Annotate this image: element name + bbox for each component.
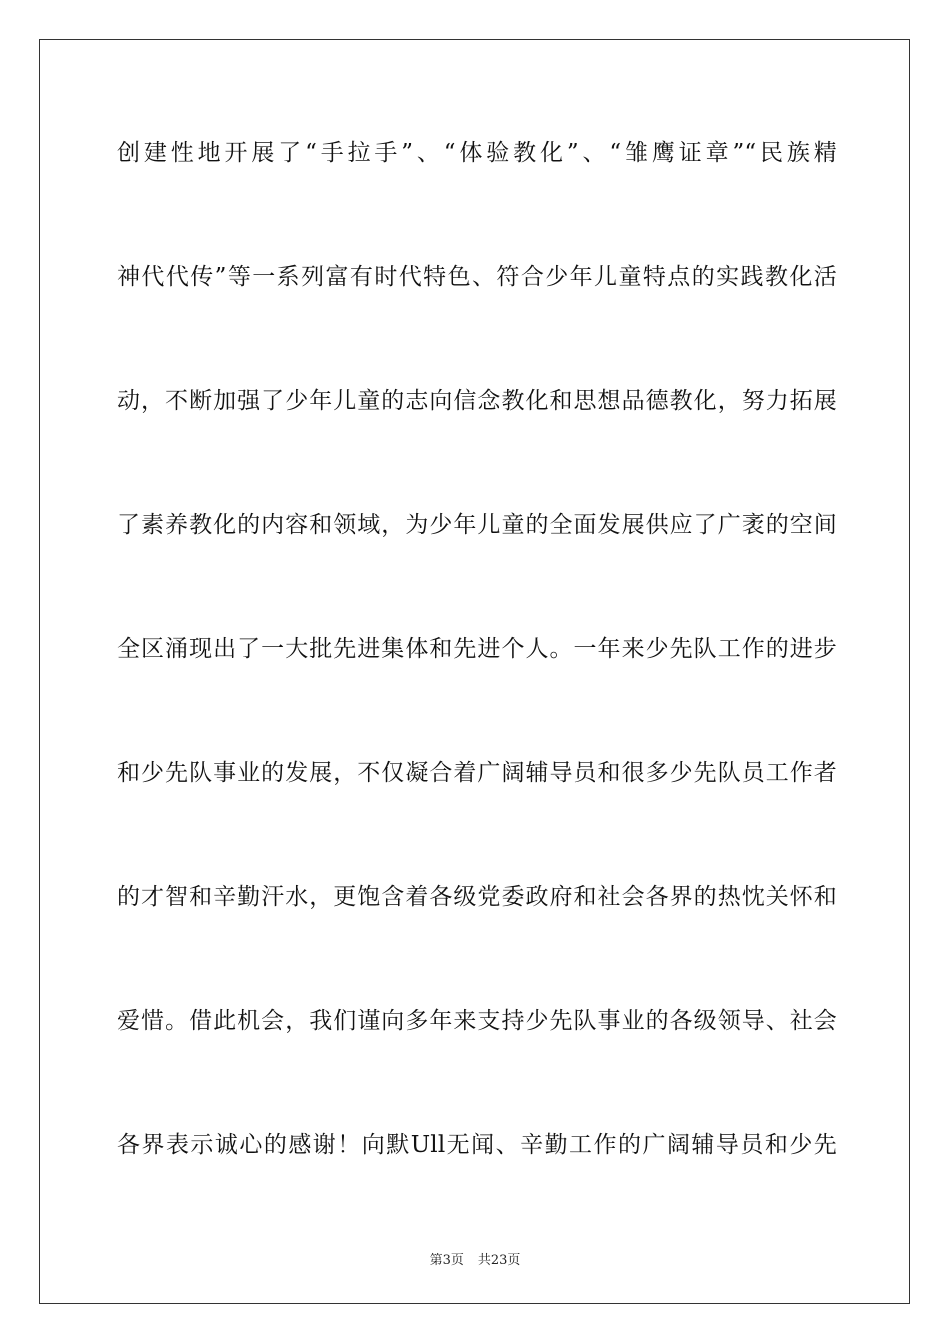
page-footer [0,1249,950,1268]
page-total: 共23页 [477,1253,521,1268]
page-number: 第3页 [429,1253,464,1268]
text-line-7: 的才智和辛勤汗水，更饱含着各级党委政府和社会各界的热忱关怀和 [117,884,837,910]
document-body [117,128,837,1244]
text-line-6: 和少先队事业的发展，不仅凝合着广阔辅导员和很多少先队员工作者 [117,760,837,786]
text-line-9: 各界表示诚心的感谢！向默Ull无闻、辛勤工作的广阔辅导员和少先 [117,1132,837,1158]
text-line-3: 动，不断加强了少年儿童的志向信念教化和思想品德教化，努力拓展 [117,388,837,414]
text-line-1: 创建性地开展了“手拉手”、“体验教化”、“雏鹰证章”“民族精 [117,140,837,166]
text-line-4: 了素养教化的内容和领域，为少年儿童的全面发展供应了广袤的空间 [117,512,837,538]
text-line-5: 全区涌现出了一大批先进集体和先进个人。一年来少先队工作的进步 [117,636,837,662]
text-line-8: 爱惜。借此机会，我们谨向多年来支持少先队事业的各级领导、社会 [117,1008,837,1034]
text-line-2: 神代代传”等一系列富有时代特色、符合少年儿童特点的实践教化活 [117,264,837,290]
